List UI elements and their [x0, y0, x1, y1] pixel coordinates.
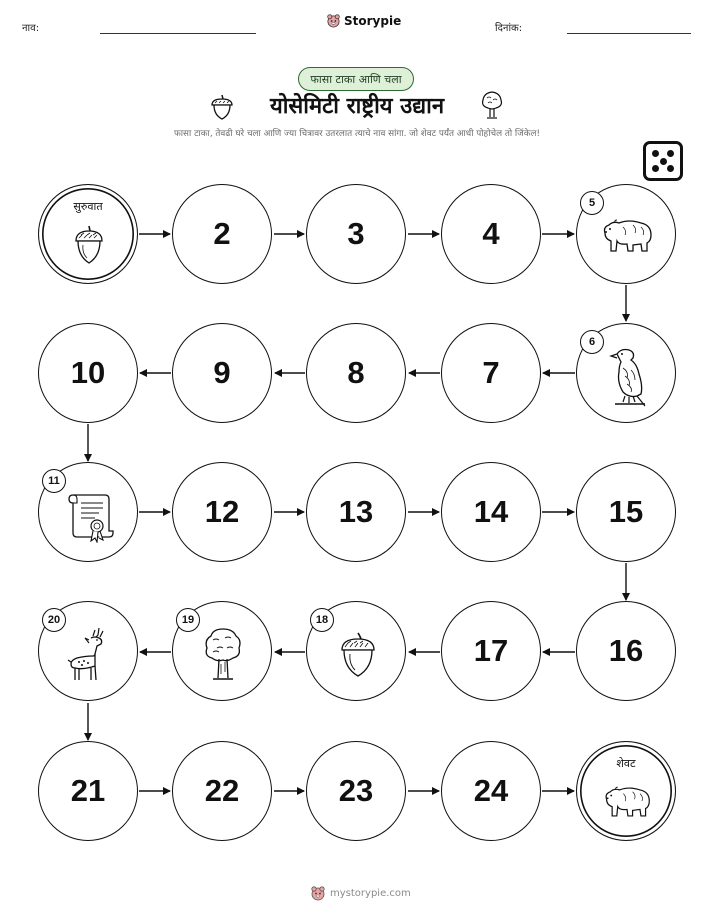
- finish-label: शेवट: [616, 757, 636, 770]
- storypie-logo-icon: [310, 885, 326, 901]
- board-square-3[interactable]: 3: [306, 184, 406, 284]
- board-square-11[interactable]: [38, 462, 138, 562]
- game-type-tag: फासा टाका आणि चला: [298, 67, 414, 91]
- board-square-13[interactable]: 13: [306, 462, 406, 562]
- bear-icon: [599, 217, 655, 255]
- board-square-7[interactable]: 7: [441, 323, 541, 423]
- date-label: दिनांक:: [495, 23, 523, 34]
- board-square-5[interactable]: [576, 184, 676, 284]
- board-square-18[interactable]: [306, 601, 406, 701]
- acorn-icon: [339, 632, 377, 678]
- square-number-badge: 18: [310, 608, 334, 632]
- square-number-badge: 5: [580, 191, 604, 215]
- square-number-badge: 20: [42, 608, 66, 632]
- board-square-9[interactable]: 9: [172, 323, 272, 423]
- board-square-19[interactable]: [172, 601, 272, 701]
- board-square-15[interactable]: 15: [576, 462, 676, 562]
- deer-icon: [65, 626, 111, 684]
- brand-name: Storypie: [344, 13, 402, 28]
- footer-site[interactable]: mystorypie.com: [330, 887, 411, 899]
- start-label: सुरुवात: [73, 200, 103, 213]
- square-number-badge: 6: [580, 330, 604, 354]
- square-number-badge: 11: [42, 469, 66, 493]
- page-title: योसेमिटी राष्ट्रीय उद्यान: [269, 94, 445, 119]
- board-square-20[interactable]: [38, 601, 138, 701]
- bear-icon: [601, 784, 653, 820]
- acorn-icon: [73, 225, 105, 265]
- board-square-2[interactable]: 2: [172, 184, 272, 284]
- tree-icon: [203, 626, 243, 684]
- finish-square[interactable]: [576, 741, 676, 841]
- board-square-10[interactable]: 10: [38, 323, 138, 423]
- board-square-12[interactable]: 12: [172, 462, 272, 562]
- board-square-17[interactable]: 17: [441, 601, 541, 701]
- instructions: फासा टाका, तेवढी घरे चला आणि ज्या चित्रावर उतरलात त्याचे नाव सांगा. जो शेवट पर्यंत आधी पोहोचेल तो जिंकेल!: [174, 129, 540, 139]
- board-square-23[interactable]: 23: [306, 741, 406, 841]
- board-square-16[interactable]: 16: [576, 601, 676, 701]
- board-square-8[interactable]: 8: [306, 323, 406, 423]
- board-square-22[interactable]: 22: [172, 741, 272, 841]
- start-square[interactable]: [38, 184, 138, 284]
- footer: [310, 885, 411, 901]
- board-square-4[interactable]: 4: [441, 184, 541, 284]
- name-label: नाव:: [22, 23, 40, 34]
- scroll-certificate-icon: [65, 489, 117, 543]
- square-number-badge: 19: [176, 608, 200, 632]
- board-square-6[interactable]: [576, 323, 676, 423]
- board-square-21[interactable]: 21: [38, 741, 138, 841]
- board-square-24[interactable]: 24: [441, 741, 541, 841]
- eagle-icon: [607, 346, 651, 408]
- board-square-14[interactable]: 14: [441, 462, 541, 562]
